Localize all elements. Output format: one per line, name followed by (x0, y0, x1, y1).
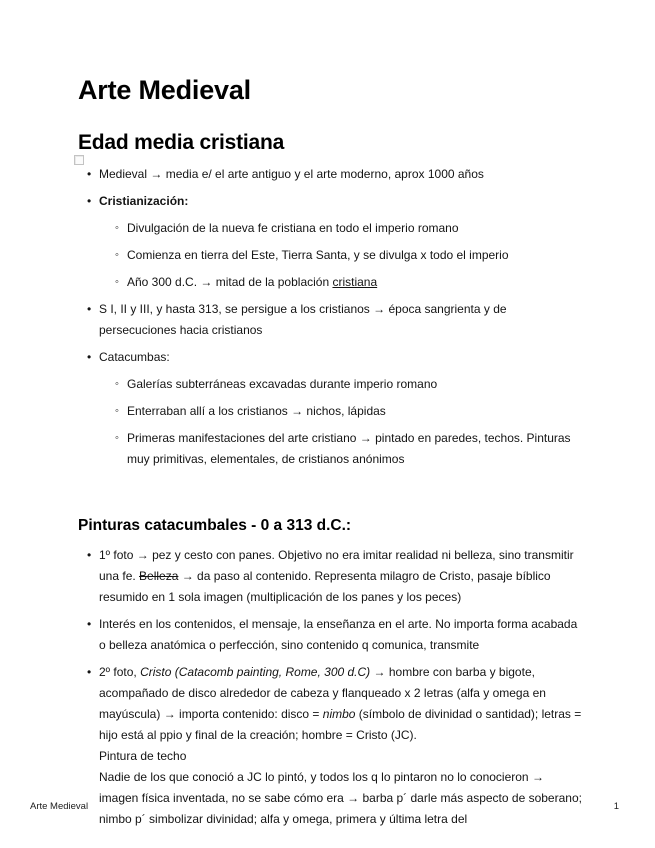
bullet-icon: • (87, 548, 92, 562)
list-item (78, 245, 584, 266)
list-item (78, 401, 584, 422)
circle-bullet-icon: ◦ (115, 222, 119, 234)
bullet-icon: • (87, 167, 92, 181)
circle-bullet-icon: ◦ (115, 378, 119, 390)
list-item (78, 347, 584, 368)
strikethrough-text: Belleza (139, 569, 179, 583)
bullet-icon: • (87, 194, 92, 208)
bullet-icon: • (87, 350, 92, 364)
list-item-text: Galerías subterráneas excavadas durante imperio romano (127, 377, 438, 391)
circle-bullet-icon: ◦ (115, 432, 119, 444)
list-item (78, 614, 584, 656)
list-item-text: Medieval → media e/ el arte antiguo y el arte moderno, aprox 1000 años (99, 167, 484, 181)
list-item (78, 299, 584, 341)
list-item-text: Año 300 d.C. → mitad de la población (127, 275, 333, 289)
footer-page-number: 1 (613, 801, 619, 812)
bullet-list-catacumbales (78, 545, 584, 830)
page-content (78, 74, 584, 830)
circle-bullet-icon: ◦ (115, 405, 119, 417)
list-item (78, 272, 584, 293)
list-item (78, 164, 584, 185)
list-item-text: Enterraban allí a los cristianos → nichos, lápidas (127, 404, 386, 418)
italic-artwork-title: Cristo (Catacomb painting, Rome, 300 d.C) (140, 665, 371, 679)
italic-term: nimbo (322, 707, 356, 721)
list-item-text: 2º foto, (99, 665, 141, 679)
list-item-text: Interés en los contenidos, el mensaje, la enseñanza en el arte. No importa forma acabada o belleza anatómica o perfección, sino contenido q comunica, transmite (99, 617, 578, 652)
list-item-text: 1º foto → pez y cesto con panes. Objetivo no era imitar realidad ni belleza, sino transmitir una fe. (99, 548, 574, 583)
page-title: Arte Medieval (78, 75, 251, 105)
list-item-text: → da paso al contenido. Representa milagro de Cristo, pasaje bíblico resumido en 1 sola imagen (multiplicación de los panes y los peces) (99, 569, 551, 604)
circle-bullet-icon: ◦ (115, 276, 119, 288)
list-item (78, 662, 584, 830)
bullet-list-intro (78, 164, 584, 470)
list-item-continuation: Pintura de techo (99, 749, 187, 763)
section-heading: Edad media cristiana (78, 131, 285, 154)
list-item (78, 545, 584, 608)
list-item-text: Primeras manifestaciones del arte cristiano → pintado en paredes, techos. Pinturas muy primitivas, elementales, de cristianos anónimos (127, 431, 571, 466)
circle-bullet-icon: ◦ (115, 249, 119, 261)
list-item (78, 218, 584, 239)
list-item (78, 191, 584, 212)
list-item-text: Comienza en tierra del Este, Tierra Santa, y se divulga x todo el imperio (127, 248, 509, 262)
list-item-text: Divulgación de la nueva fe cristiana en todo el imperio romano (127, 221, 459, 235)
list-item-continuation: Nadie de los que conoció a JC lo pintó, y todos los q lo pintaron no lo conocieron → imagen física inventada, no se sabe cómo era → barba p´ darle más aspecto de soberano; nimbo p´ simbolizar divinidad; alfa y omega, primera y última letra del (99, 770, 582, 826)
bullet-icon: • (87, 302, 92, 316)
bullet-icon: • (87, 617, 92, 631)
list-item (78, 374, 584, 395)
list-item-text: Catacumbas: (99, 350, 170, 364)
subsection-heading: Pinturas catacumbales - 0 a 313 d.C.: (78, 517, 352, 534)
list-item-text: Cristianización: (99, 194, 189, 208)
footer-doc-name: Arte Medieval (30, 801, 89, 812)
bullet-icon: • (87, 665, 92, 679)
list-item-text: (símbolo de divinidad o santidad); letras = hijo está al ppio y final de la creación; hombre = Cristo (JC). (99, 707, 582, 742)
list-item (78, 428, 584, 470)
underlined-text: cristiana (332, 275, 378, 289)
list-item-text: S I, II y III, y hasta 313, se persigue a los cristianos → época sangrienta y de persecuciones hacia cristianos (99, 302, 507, 337)
list-item-text: → hombre con barba y bigote, acompañado de disco alrededor de cabeza y flanqueado x 2 letras (alfa y omega en mayúscula) → importa contenido: disco = (99, 665, 546, 721)
